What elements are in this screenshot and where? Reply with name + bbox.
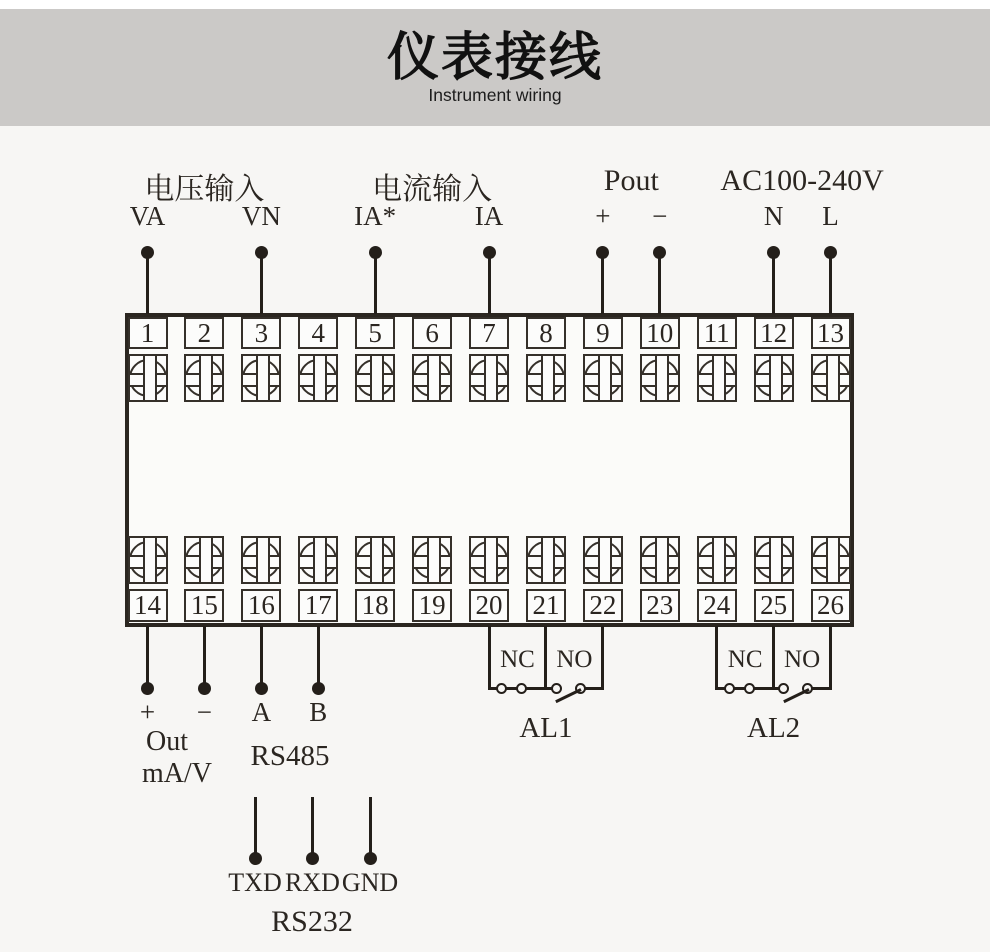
screw-terminal-icon — [697, 354, 737, 402]
wire — [829, 256, 832, 314]
wire — [374, 256, 377, 314]
screw-terminal-icon — [640, 536, 680, 584]
screw-slot-vertical — [541, 538, 555, 582]
screw-terminal-icon — [298, 354, 338, 402]
relay-label-2: AL2 — [747, 712, 801, 744]
rs232-pin-label: GND — [341, 868, 399, 897]
contact-circle — [516, 683, 527, 694]
screw-slot-vertical — [769, 356, 783, 400]
group-label-pout: Pout — [603, 164, 659, 197]
screw-slot-vertical — [826, 538, 840, 582]
screw-slot-vertical — [712, 538, 726, 582]
screw-slot-vertical — [199, 538, 213, 582]
wire — [146, 256, 149, 314]
wire — [772, 256, 775, 314]
screw-slot-vertical — [313, 356, 327, 400]
terminal-dot — [255, 682, 268, 695]
wire — [203, 626, 206, 684]
screw-slot-vertical — [427, 538, 441, 582]
screw-slot-vertical — [598, 356, 612, 400]
page-title: 仪表接线 — [386, 29, 603, 87]
terminal-dot — [312, 682, 325, 695]
contact-circle — [551, 683, 562, 694]
terminal-number: 21 — [526, 589, 566, 622]
group-label-ac-power: AC100-240V — [720, 164, 884, 197]
terminal-number: 17 — [298, 589, 338, 622]
terminal-number: 23 — [640, 589, 680, 622]
screw-slot-vertical — [484, 356, 498, 400]
screw-terminal-icon — [811, 354, 851, 402]
wire — [658, 256, 661, 314]
screw-terminal-icon — [184, 536, 224, 584]
screw-slot-vertical — [256, 356, 270, 400]
terminal-number: 7 — [469, 317, 509, 349]
terminal-number: 11 — [697, 317, 737, 349]
wire — [317, 626, 320, 684]
terminal-number: 25 — [754, 589, 794, 622]
screw-terminal-icon — [298, 536, 338, 584]
pin-label: VN — [241, 201, 281, 231]
screw-slot-vertical — [826, 356, 840, 400]
terminal-number: 13 — [811, 317, 851, 349]
screw-terminal-icon — [526, 536, 566, 584]
screw-slot-vertical — [655, 356, 669, 400]
terminal-number: 15 — [184, 589, 224, 622]
terminal-dot — [198, 682, 211, 695]
pin-label: − — [196, 697, 213, 727]
terminal-number: 16 — [241, 589, 281, 622]
screw-terminal-icon — [811, 536, 851, 584]
screw-slot-vertical — [199, 356, 213, 400]
screw-terminal-icon — [583, 354, 623, 402]
terminal-number: 2 — [184, 317, 224, 349]
screw-slot-vertical — [256, 538, 270, 582]
screw-slot-vertical — [143, 538, 157, 582]
terminal-number: 12 — [754, 317, 794, 349]
contact-circle — [778, 683, 789, 694]
terminal-number: 19 — [412, 589, 452, 622]
rs232-pin-label: TXD — [228, 868, 282, 897]
screw-terminal-icon — [697, 536, 737, 584]
screw-slot-vertical — [143, 356, 157, 400]
wire — [488, 256, 491, 314]
screw-terminal-icon — [184, 354, 224, 402]
terminal-number: 14 — [128, 589, 168, 622]
nc-label: NC — [500, 646, 535, 673]
wire — [260, 256, 263, 314]
rs232-wire — [254, 797, 257, 855]
no-label: NO — [784, 646, 821, 673]
nc-label: NC — [727, 646, 763, 673]
pin-label: VA — [129, 201, 166, 231]
rs232-wire — [311, 797, 314, 855]
terminal-number: 6 — [412, 317, 452, 349]
screw-terminal-icon — [469, 536, 509, 584]
relay-label-1: AL1 — [519, 712, 573, 744]
terminal-number: 1 — [128, 317, 168, 349]
rs232-pin-label: RXD — [285, 868, 340, 897]
analog-out-unit-label: mA/V — [142, 758, 212, 789]
screw-terminal-icon — [583, 536, 623, 584]
screw-slot-vertical — [541, 356, 555, 400]
screw-terminal-icon — [469, 354, 509, 402]
rs232-wire — [369, 797, 372, 855]
pin-label: B — [309, 697, 328, 727]
screw-slot-vertical — [370, 538, 384, 582]
screw-slot-vertical — [712, 356, 726, 400]
terminal-dot — [306, 852, 319, 865]
screw-slot-vertical — [370, 356, 384, 400]
contact-circle — [744, 683, 755, 694]
pin-label: − — [652, 201, 668, 231]
screw-terminal-icon — [241, 536, 281, 584]
terminal-number: 18 — [355, 589, 395, 622]
wire — [146, 626, 149, 684]
terminal-number: 26 — [811, 589, 851, 622]
terminal-number: 24 — [697, 589, 737, 622]
screw-terminal-icon — [241, 354, 281, 402]
group-label-voltage-input: 电压输入 — [144, 173, 265, 206]
pin-label: IA* — [354, 201, 397, 231]
terminal-number: 5 — [355, 317, 395, 349]
terminal-number: 8 — [526, 317, 566, 349]
screw-terminal-icon — [412, 354, 452, 402]
screw-slot-vertical — [598, 538, 612, 582]
analog-out-label: Out — [146, 726, 188, 757]
no-label: NO — [556, 646, 593, 673]
terminal-number: 4 — [298, 317, 338, 349]
page-subtitle: Instrument wiring — [428, 85, 562, 105]
screw-slot-vertical — [655, 538, 669, 582]
screw-terminal-icon — [640, 354, 680, 402]
wire — [601, 256, 604, 314]
terminal-dot — [364, 852, 377, 865]
rs485-label: RS485 — [250, 740, 330, 772]
screw-terminal-icon — [754, 536, 794, 584]
pin-label: N — [763, 201, 784, 231]
terminal-dot — [249, 852, 262, 865]
screw-terminal-icon — [128, 536, 168, 584]
pin-label: A — [251, 697, 272, 727]
contact-circle — [724, 683, 735, 694]
contact-circle — [496, 683, 507, 694]
pin-label: + — [595, 201, 611, 231]
screw-terminal-icon — [412, 536, 452, 584]
terminal-number: 10 — [640, 317, 680, 349]
screw-slot-vertical — [484, 538, 498, 582]
screw-slot-vertical — [769, 538, 783, 582]
pin-label: + — [139, 697, 156, 727]
group-label-current-input: 电流输入 — [372, 173, 493, 206]
terminal-number: 3 — [241, 317, 281, 349]
screw-terminal-icon — [526, 354, 566, 402]
pin-label: L — [822, 201, 839, 231]
rs232-label: RS232 — [271, 905, 353, 938]
terminal-number: 22 — [583, 589, 623, 622]
screw-terminal-icon — [355, 354, 395, 402]
screw-terminal-icon — [128, 354, 168, 402]
screw-slot-vertical — [427, 356, 441, 400]
terminal-dot — [141, 682, 154, 695]
screw-terminal-icon — [754, 354, 794, 402]
wire — [260, 626, 263, 684]
screw-slot-vertical — [313, 538, 327, 582]
terminal-number: 9 — [583, 317, 623, 349]
terminal-number: 20 — [469, 589, 509, 622]
pin-label: IA — [474, 201, 504, 231]
screw-terminal-icon — [355, 536, 395, 584]
